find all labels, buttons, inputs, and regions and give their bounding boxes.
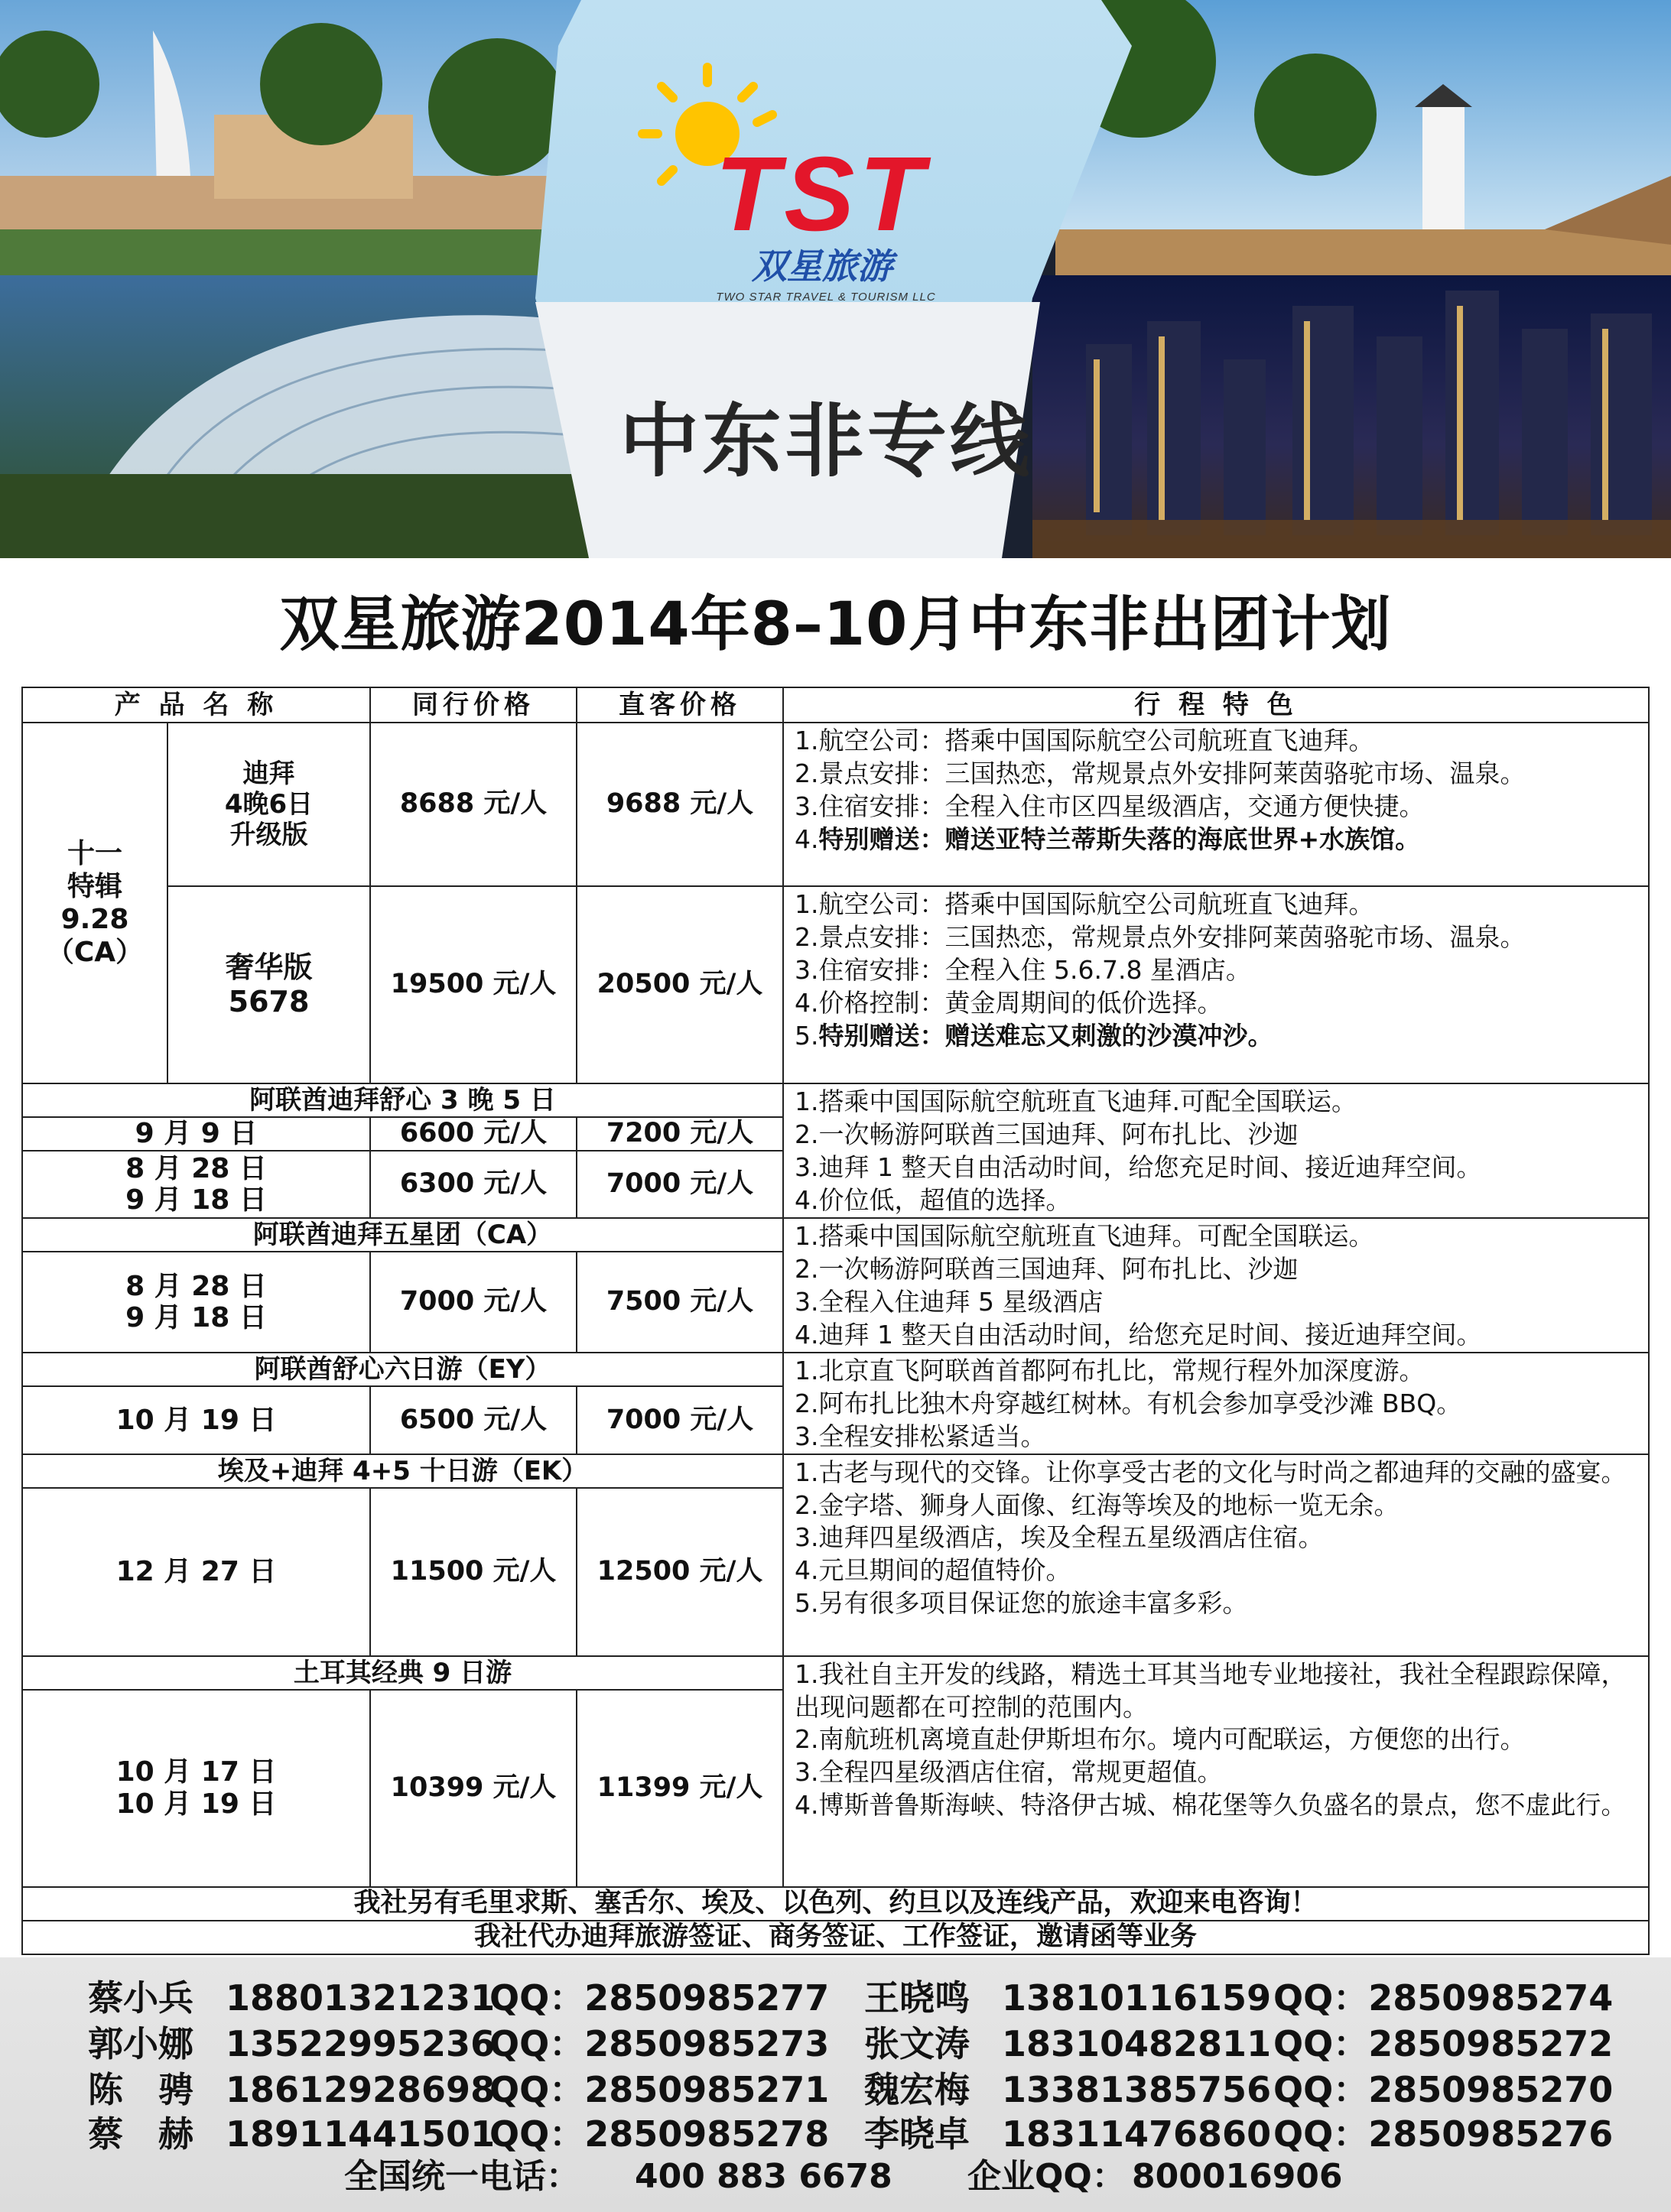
itinerary-features (783, 1656, 1649, 1887)
feature-line: 2.一次畅游阿联酋三国迪拜、阿布扎比、沙迦 (795, 1119, 1299, 1149)
table-row (22, 723, 1649, 886)
departure-date: 12 月 27 日 (22, 1488, 370, 1656)
direct-price: 7200 元/人 (577, 1117, 783, 1151)
product-name: 奢华版 5678 (167, 886, 370, 1083)
contact-name: 郭小娜 (88, 2023, 193, 2064)
contact-phone[interactable]: 18612928698 (226, 2069, 496, 2110)
peer-price: 19500 元/人 (370, 886, 577, 1083)
feature-index: 4. (795, 823, 819, 854)
itinerary-features (783, 1454, 1649, 1656)
feature-line: 1.搭乘中国国际航空航班直飞迪拜.可配全国联运。 (795, 1087, 1357, 1116)
peer-price: 7000 元/人 (370, 1252, 577, 1353)
feature-line: 4.迪拜 1 整天自由活动时间，给您充足时间、接近迪拜空间。 (795, 1319, 1482, 1350)
contact-phone[interactable]: 18911441501 (226, 2113, 496, 2155)
feature-index: 5. (795, 1020, 819, 1051)
direct-price: 12500 元/人 (577, 1488, 783, 1656)
feature-line: 1.我社自主开发的线路，精选土耳其当地专业地接社，我社全程跟踪保障，出现问题都在可控制的范围内。 (795, 1658, 1627, 1722)
contact-name: 蔡小兵 (88, 1977, 193, 2019)
contact-qq: QQ：2850985271 (489, 2069, 830, 2110)
contact-name: 张文涛 (864, 2023, 970, 2064)
feature-line: 1.航空公司：搭乘中国国际航空公司航班直飞迪拜。 (795, 889, 1374, 919)
peer-price: 10399 元/人 (370, 1690, 577, 1887)
special-gift: 特别赠送：赠送难忘又刺激的沙漠冲沙。 (818, 1020, 1273, 1051)
header-title: 中东非专线 (619, 395, 1032, 488)
feature-line: 2.阿布扎比独木舟穿越红树林。有机会参加享受沙滩 BBQ。 (795, 1388, 1462, 1418)
page-title: 双星旅游2014年8–10月中东非出团计划 (279, 590, 1392, 659)
product-title: 土耳其经典 9 日游 (22, 1656, 783, 1690)
contact-qq: QQ：2850985273 (489, 2023, 830, 2064)
feature-line: 3.住宿安排：全程入住 5.6.7.8 星酒店。 (795, 954, 1251, 985)
feature-line (795, 1020, 1640, 1053)
itinerary-features (783, 1218, 1649, 1353)
feature-line: 1.搭乘中国国际航空航班直飞迪拜。可配全国联运。 (795, 1221, 1374, 1251)
feature-line: 5.另有很多项目保证您的旅途丰富多彩。 (795, 1588, 1248, 1619)
peer-price: 6600 元/人 (370, 1117, 577, 1151)
peer-price: 11500 元/人 (370, 1488, 577, 1656)
table-row (22, 1218, 1649, 1252)
itinerary-features (783, 723, 1649, 886)
peer-price: 6500 元/人 (370, 1386, 577, 1454)
direct-price: 7500 元/人 (577, 1252, 783, 1353)
contact-phone[interactable]: 18801321231 (226, 1977, 496, 2019)
contact-qq: QQ：2850985274 (1273, 1977, 1614, 2019)
header-banner (0, 0, 1671, 558)
contact-name: 王晓鸣 (864, 1977, 970, 2019)
product-name: 迪拜 4晚6日 升级版 (167, 723, 370, 886)
departure-date: 8 月 28 日 9 月 18 日 (22, 1151, 370, 1218)
itinerary-features (783, 1083, 1649, 1218)
product-title: 阿联酋舒心六日游（EY） (22, 1353, 783, 1386)
feature-line: 2.景点安排：三国热恋，常规景点外安排阿莱茵骆驼市场、温泉。 (795, 921, 1526, 952)
feature-line: 1.北京直飞阿联酋首都阿布扎比，常规行程外加深度游。 (795, 1356, 1425, 1385)
feature-line: 3.全程入住迪拜 5 星级酒店 (795, 1286, 1104, 1317)
contact-qq: QQ：2850985278 (489, 2113, 830, 2155)
contact-name: 魏宏梅 (864, 2069, 970, 2110)
table-row (22, 1083, 1649, 1117)
feature-line: 4.元旦期间的超值特价。 (795, 1555, 1071, 1586)
other-products-note: 我社另有毛里求斯、塞舌尔、埃及、以色列、约旦以及连线产品，欢迎来电咨询！ (22, 1887, 1649, 1921)
direct-price: 7000 元/人 (577, 1151, 783, 1218)
tour-plan-table (21, 687, 1648, 1953)
feature-line: 3.全程四星级酒店住宿，常规更超值。 (795, 1757, 1223, 1788)
departure-date: 9 月 9 日 (22, 1117, 370, 1151)
feature-line (795, 823, 1640, 856)
table-row (22, 1353, 1649, 1386)
contact-name: 陈 骋 (88, 2069, 193, 2110)
feature-line: 3.住宿安排：全程入住市区四星级酒店，交通方便快捷。 (795, 791, 1425, 821)
product-title: 埃及+迪拜 4+5 十日游（EK） (22, 1454, 783, 1488)
contact-qq: QQ：2850985276 (1273, 2113, 1614, 2155)
feature-line: 1.古老与现代的交锋。让你享受古老的文化与时尚之都迪拜的交融的盛宴。 (795, 1457, 1627, 1487)
feature-line: 3.迪拜四星级酒店，埃及全程五星级酒店住宿。 (795, 1522, 1324, 1553)
product-title: 阿联酋迪拜五星团（CA） (22, 1218, 783, 1252)
itinerary-features (783, 1353, 1649, 1454)
header-product: 产 品 名 称 (22, 687, 370, 723)
enterprise-qq: 800016906 (1132, 2157, 1343, 2196)
contact-phone[interactable]: 13381385756 (1002, 2069, 1272, 2110)
feature-line: 2.南航班机离境直赴伊斯坦布尔。境内可配联运，方便您的出行。 (795, 1724, 1526, 1755)
peer-price: 6300 元/人 (370, 1151, 577, 1218)
feature-line: 3.迪拜 1 整天自由活动时间，给您充足时间、接近迪拜空间。 (795, 1151, 1482, 1182)
peer-price: 8688 元/人 (370, 723, 577, 886)
brand-name-cn: 双星旅游 (752, 245, 892, 287)
brand-logo-text: TST (715, 135, 928, 253)
special-gift: 特别赠送：赠送亚特兰蒂斯失落的海底世界+水族馆。 (818, 823, 1421, 854)
header-direct-price: 直客价格 (577, 687, 783, 723)
hotline-number[interactable]: 400 883 6678 (635, 2157, 892, 2196)
contact-qq: QQ：2850985277 (489, 1977, 830, 2019)
product-title: 阿联酋迪拜舒心 3 晚 5 日 (22, 1083, 783, 1117)
table-row (22, 886, 1649, 1083)
hotline-label: 全国统一电话： (344, 2157, 580, 2196)
feature-line: 2.金字塔、狮身人面像、红海等埃及的地标一览无余。 (795, 1489, 1400, 1520)
header-peer-price: 同行价格 (370, 687, 577, 723)
table-footer-row (22, 1887, 1649, 1921)
direct-price: 11399 元/人 (577, 1690, 783, 1887)
direct-price: 20500 元/人 (577, 886, 783, 1083)
departure-date: 8 月 28 日 9 月 18 日 (22, 1252, 370, 1353)
table-header-row (22, 687, 1649, 723)
group-label: 十一 特辑 9.28 （CA） (22, 723, 167, 1083)
brand-name-en: TWO STAR TRAVEL & TOURISM LLC (716, 291, 936, 304)
contact-name: 李晓卓 (864, 2113, 970, 2155)
enterprise-qq-label: 企业QQ： (967, 2157, 1126, 2196)
contact-phone[interactable]: 18311476860 (1002, 2113, 1272, 2155)
feature-line: 2.一次畅游阿联酋三国迪拜、阿布扎比、沙迦 (795, 1253, 1299, 1284)
visa-service-note: 我社代办迪拜旅游签证、商务签证、工作签证，邀请函等业务 (22, 1921, 1649, 1954)
table-row (22, 1454, 1649, 1488)
contact-phone[interactable]: 13522995236 (226, 2023, 496, 2064)
feature-line: 1.航空公司：搭乘中国国际航空公司航班直飞迪拜。 (795, 726, 1374, 755)
table-footer-row (22, 1921, 1649, 1954)
itinerary-features (783, 886, 1649, 1083)
brand-logo (642, 61, 964, 321)
departure-date: 10 月 19 日 (22, 1386, 370, 1454)
contact-qq: QQ：2850985272 (1273, 2023, 1614, 2064)
contact-phone[interactable]: 18310482811 (1002, 2023, 1272, 2064)
feature-line: 3.全程安排松紧适当。 (795, 1421, 1046, 1451)
feature-line: 4.价位低，超值的选择。 (795, 1184, 1071, 1215)
direct-price: 9688 元/人 (577, 723, 783, 886)
contact-phone[interactable]: 13810116159 (1002, 1977, 1272, 2019)
table-row (22, 1656, 1649, 1690)
feature-line: 4.价格控制：黄金周期间的低价选择。 (795, 987, 1223, 1018)
contact-qq: QQ：2850985270 (1273, 2069, 1614, 2110)
direct-price: 7000 元/人 (577, 1386, 783, 1454)
feature-line: 2.景点安排：三国热恋，常规景点外安排阿莱茵骆驼市场、温泉。 (795, 758, 1526, 788)
departure-date: 10 月 17 日 10 月 19 日 (22, 1690, 370, 1887)
feature-line: 4.博斯普鲁斯海峡、特洛伊古城、棉花堡等久负盛名的景点，您不虚此行。 (795, 1790, 1627, 1821)
header-features: 行 程 特 色 (783, 687, 1649, 723)
contact-name: 蔡 赫 (88, 2113, 193, 2155)
